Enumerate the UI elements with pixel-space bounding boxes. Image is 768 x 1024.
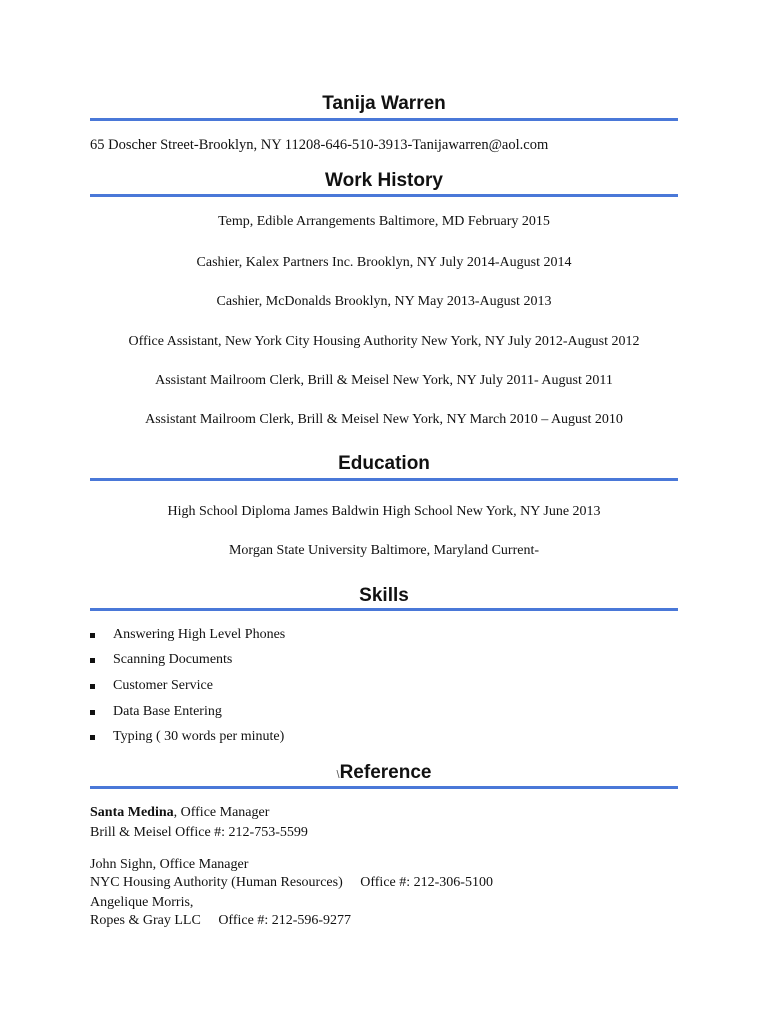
reference-heading-text: Reference [339, 762, 432, 783]
divider [90, 194, 678, 197]
reference-3-line-1: Angelique Morris, [90, 895, 194, 910]
bullet-icon [90, 658, 95, 663]
bullet-icon [90, 633, 95, 638]
divider [90, 118, 678, 121]
divider [90, 608, 678, 611]
skill-text: Answering High Level Phones [113, 627, 286, 642]
contact-line: 65 Doscher Street-Brooklyn, NY 11208-646-510-3913-Tanijawarren@aol.com [90, 137, 549, 153]
work-item: Cashier, Kalex Partners Inc. Brooklyn, NY July 2014-August 2014 [196, 255, 572, 270]
divider [90, 478, 678, 481]
stray-mark: \ [336, 769, 340, 781]
reference-1-line-1 [90, 805, 269, 821]
divider [90, 786, 678, 789]
skill-text: Typing ( 30 words per minute) [113, 729, 285, 744]
work-item: Assistant Mailroom Clerk, Brill & Meisel New York, NY July 2011- August 2011 [155, 373, 613, 388]
work-item: Cashier, McDonalds Brooklyn, NY May 2013-August 2013 [216, 294, 552, 309]
skill-text: Customer Service [113, 678, 213, 693]
work-item: Temp, Edible Arrangements Baltimore, MD February 2015 [218, 214, 550, 229]
reference-2-line-1: John Sighn, Office Manager [90, 857, 249, 872]
work-item: Office Assistant, New York City Housing Authority New York, NY July 2012-August 2012 [128, 334, 640, 349]
reference-1-title: , Office Manager [173, 805, 270, 820]
reference-2-line-2: NYC Housing Authority (Human Resources) Office #: 212-306-5100 [90, 875, 493, 890]
bullet-icon [90, 735, 95, 740]
education-heading: Education [338, 453, 430, 474]
skill-text: Scanning Documents [113, 652, 233, 667]
skill-text: Data Base Entering [113, 704, 222, 719]
bullet-icon [90, 710, 95, 715]
reference-1-line-2: Brill & Meisel Office #: 212-753-5599 [90, 825, 308, 840]
resume-name: Tanija Warren [322, 93, 446, 114]
work-history-heading: Work History [325, 170, 443, 191]
education-item: High School Diploma James Baldwin High School New York, NY June 2013 [167, 504, 601, 519]
reference-heading [0, 762, 768, 784]
reference-3-line-2: Ropes & Gray LLC Office #: 212-596-9277 [90, 913, 352, 928]
education-item: Morgan State University Baltimore, Maryland Current- [228, 543, 539, 558]
reference-1-name: Santa Medina [90, 805, 174, 820]
work-item: Assistant Mailroom Clerk, Brill & Meisel New York, NY March 2010 – August 2010 [145, 412, 623, 427]
bullet-icon [90, 684, 95, 689]
skills-heading: Skills [359, 585, 409, 606]
